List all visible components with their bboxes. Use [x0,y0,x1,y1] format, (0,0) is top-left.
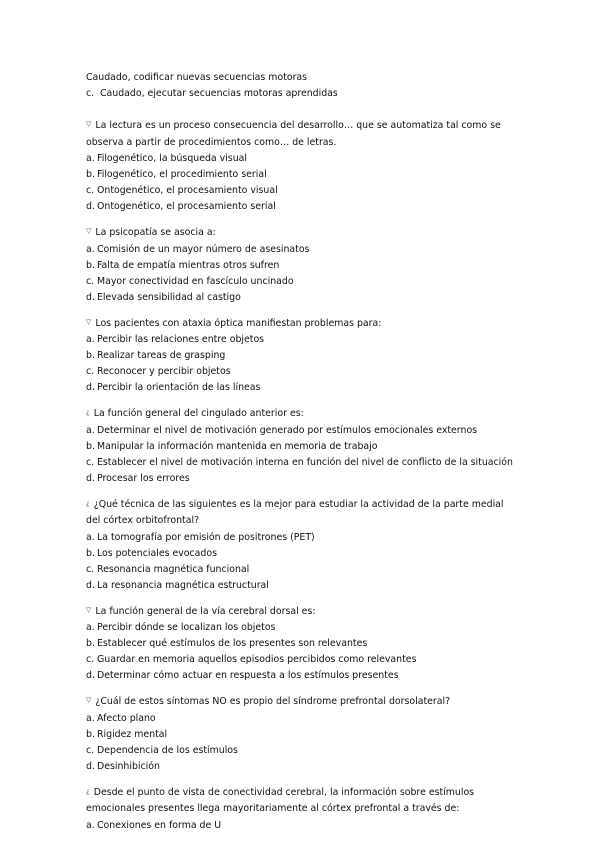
question-flag-icon: ▽ [86,317,92,326]
option-text: Afecto plano [97,712,156,724]
answer-option [86,151,516,167]
option-text: Establecer qué estímulos de los presentes son relevantes [97,638,368,649]
answer-option [86,258,516,274]
answer-option [86,274,516,290]
option-letter: c. [86,275,95,287]
option-text: Determinar cómo actuar en respuesta a los estímulos presentes [97,670,399,681]
option-text: Caudado, ejecutar secuencias motoras aprendidas [99,88,338,99]
option-letter: b. [86,259,95,271]
option-text: La tomografía por emisión de positrones (PET) [97,531,315,543]
option-text: Elevada sensibilidad al castigo [97,291,241,303]
question-text [86,314,516,333]
answer-option [86,652,516,668]
answer-option [86,183,516,199]
question-text [86,404,516,423]
answer-option [86,332,516,348]
question-label: ¿Qué técnica de las siguientes es la mejor para estudiar la actividad de la parte medial del córtex orbitofrontal? [86,498,504,526]
question-label: La lectura es un proceso consecuencia del desarrollo… que se automatiza tal como se observa a partir de procedimientos como… de letras. [86,120,501,148]
question-text [86,223,516,242]
question-text [86,602,516,621]
option-text: Manipular la información mantenida en memoria de trabajo [97,440,378,452]
question-block [86,692,516,775]
question-block [86,495,516,594]
option-text: Dependencia de los estímulos [97,744,238,756]
question-label: La función general del cingulado anterior es: [93,408,304,419]
answer-option [86,578,516,594]
answer-option [86,727,516,743]
answer-option [86,290,516,306]
answer-option [86,348,516,364]
answer-option [86,546,516,562]
option-text: Percibir la orientación de las líneas [97,382,261,393]
option-letter: a. [86,243,95,255]
option-letter: d. [86,670,95,681]
option-text: Comisión de un mayor número de asesinatos [97,243,310,255]
option-text: Realizar tareas de grasping [97,350,226,361]
question-label: ¿Cuál de estos síntomas NO es propio del síndrome prefrontal dorsolateral? [95,696,451,707]
option-letter: a. [86,531,95,543]
answer-option [86,743,516,759]
option-text: Percibir las relaciones entre objetos [97,334,265,345]
option-letter: b. [86,547,95,559]
question-flag-icon: ▽ [86,227,92,235]
answer-option [86,530,516,546]
answer-option [86,199,516,215]
option-letter: a. [86,712,95,724]
question-label: Desde el punto de vista de conectividad cerebral, la información sobre estímulos emocionales presentes llega mayoritariamente al córtex prefrontal a través de: [86,786,475,814]
answer-option [86,167,516,183]
question-flag-icon: ▽ [86,120,92,128]
option-text: Filogenético, el procedimiento serial [97,169,267,180]
option-letter: d. [86,760,95,772]
option-text: Procesar los errores [97,472,190,484]
question-flag-icon: ▽ [86,605,92,614]
option-letter: d. [86,382,95,393]
answer-option [86,562,516,578]
answer-option [86,380,516,396]
option-letter: b. [86,638,95,649]
answer-option [86,818,516,834]
question-label: La función general de la vía cerebral dorsal es: [95,605,316,617]
option-letter: d. [86,579,95,591]
option-text: Rigidez mental [97,728,168,740]
option-letter: d. [86,201,95,212]
option-letter: c. [86,366,95,377]
option-text: Ontogenético, el procesamiento serial [97,201,276,212]
question-flag-icon: ¿ [86,498,90,507]
option-letter: a. [86,622,95,633]
answer-option [86,620,516,636]
option-letter: a. [86,153,95,164]
question-block [86,783,516,834]
option-text: Mayor conectividad en fascículo uncinado [97,275,294,287]
option-letter: c. [86,185,95,196]
option-letter: c. [86,456,95,468]
option-letter: b. [86,350,95,361]
question-flag-icon: ¿ [86,408,90,416]
option-text: Falta de empatía mientras otros sufren [97,259,280,271]
question-text [86,116,516,151]
option-text: Conexiones en forma de U [97,819,222,831]
option-text: La resonancia magnética estructural [97,579,269,591]
question-text [86,495,516,530]
question-block [86,116,516,215]
question-text [86,783,516,818]
question-list [86,116,516,834]
option-text: Percibir dónde se localizan los objetos [97,622,276,633]
intro-line: Caudado, codificar nuevas secuencias motoras [86,72,308,83]
option-letter: b. [86,440,95,452]
option-text: Resonancia magnética funcional [97,563,250,575]
option-letter: b. [86,169,95,180]
question-flag-icon: ¿ [86,786,90,795]
option-text: Filogenético, la búsqueda visual [97,153,247,164]
option-text: Desinhibición [97,760,160,772]
option-letter: a. [86,819,95,831]
option-text: Establecer el nivel de motivación interna en función del nivel de conflicto de la situación [97,456,513,468]
question-label: La psicopatía se asocia a: [95,227,216,238]
question-flag-icon: ▽ [86,696,92,704]
option-letter: c. [86,88,95,99]
option-text: Ontogenético, el procesamiento visual [97,185,278,196]
option-letter: d. [86,291,95,303]
option-letter: d. [86,472,95,484]
option-letter: a. [86,424,95,436]
option-text: Determinar el nivel de motivación generado por estímulos emocionales externos [97,424,478,436]
answer-option [86,759,516,775]
option-text: Los potenciales evocados [97,547,217,559]
question-text [86,692,516,711]
answer-option [86,471,516,487]
answer-option [86,242,516,258]
question-block [86,404,516,487]
document-page [86,70,516,839]
option-letter: a. [86,334,95,345]
intro-block [86,70,516,102]
answer-option [86,636,516,652]
answer-option [86,423,516,439]
option-text: Guardar en memoria aquellos episodios percibidos como relevantes [97,654,417,665]
option-letter: c. [86,563,95,575]
answer-option [86,364,516,380]
answer-option [86,711,516,727]
question-block [86,314,516,397]
question-block [86,223,516,306]
question-label: Los pacientes con ataxia óptica manifiestan problemas para: [95,317,382,329]
option-letter: b. [86,728,95,740]
option-letter: c. [86,654,95,665]
intro-option [86,86,516,102]
option-letter: c. [86,744,95,756]
option-text: Reconocer y percibir objetos [97,366,231,377]
answer-option [86,668,516,684]
question-block [86,602,516,685]
answer-option [86,439,516,455]
answer-option [86,455,516,471]
